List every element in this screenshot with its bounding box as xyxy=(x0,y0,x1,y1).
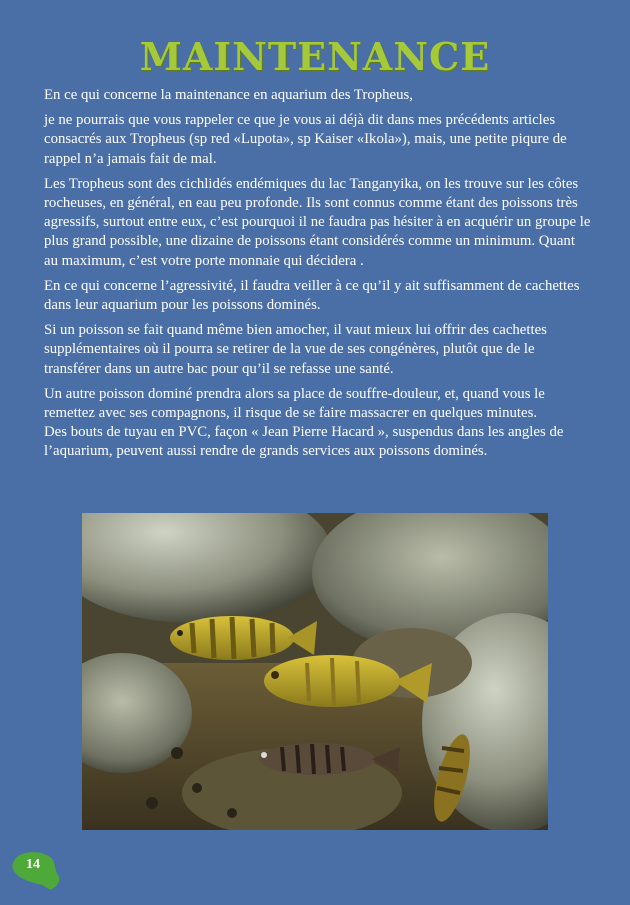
paragraph-2: je ne pourrais que vous rappeler ce que je vous ai déjà dit dans mes précédents articles consacrés aux Tropheus (sp red «Lupota», sp Kaiser «Ikola»), mais, une petite piqure de rappel n’a jamais fait de mal. xyxy=(44,112,567,167)
paragraph-4: En ce qui concerne l’agressivité, il faudra veiller à ce qu’il y ait suffisamment de cachettes dans leur aquarium pour les poissons dominés. xyxy=(44,277,580,314)
aquarium-photo xyxy=(82,513,548,830)
tropheus-fish-illustration xyxy=(82,513,548,830)
article-body xyxy=(44,86,592,468)
paragraph-6: Un autre poisson dominé prendra alors sa place de souffre-douleur, et, quand vous le remettez avec ses compagnons, il risque de se faire massacrer en quelques minutes. xyxy=(44,385,545,422)
page-title: MAINTENANCE xyxy=(139,34,491,79)
paragraph-5: Si un poisson se fait quand même bien amocher, il vaut mieux lui offrir des cachettes supplémentaires où il pourra se retirer de la vue de ses congénères, plutôt que de le transférer dans un autre bac pour qu’il se refasse une santé. xyxy=(44,322,547,377)
paragraph-1: En ce qui concerne la maintenance en aquarium des Tropheus, xyxy=(44,87,413,103)
page-number: 14 xyxy=(26,857,40,872)
paragraph-3: Les Tropheus sont des cichlidés endémiques du lac Tanganyika, on les trouve sur les côtes rocheuses, en général, en eau peu profonde. Ils sont connus comme étant des poissons très agressifs, surtout entre eux, c’est pourquoi il ne faudra pas hésiter à en acquérir un groupe le plus grand possible, une dizaine de poissons étant considérés comme un minimum. Quant au maximum, c’est votre porte monnaie qui décidera . xyxy=(44,175,591,269)
paragraph-7: Des bouts de tuyau en PVC, façon « Jean Pierre Hacard », suspendus dans les angles de l’aquarium, peuvent aussi rendre de grands services aux poissons dominés. xyxy=(44,424,564,460)
